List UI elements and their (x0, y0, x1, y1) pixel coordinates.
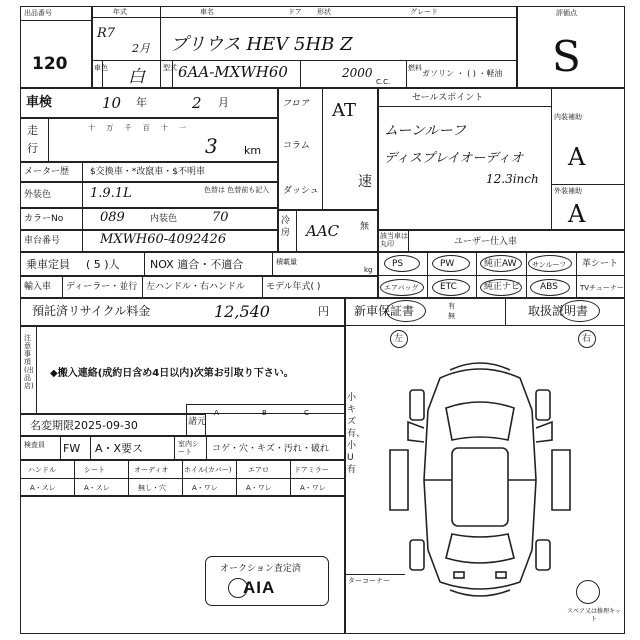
ac-label: 冷房 (281, 216, 291, 238)
lot-box (20, 6, 92, 88)
exterior-label: 外装色 (24, 190, 52, 200)
import-model-year: モデル年式( ) (266, 282, 321, 292)
shaken-row (20, 88, 278, 118)
grade-box-label: 評価点 (556, 9, 577, 17)
import-label: 輸入車 (24, 282, 52, 292)
score-exterior-label: 外装補助 (554, 187, 582, 195)
recycle-value: 12,540 (214, 302, 270, 321)
detail-label-audio: オーディオ (134, 466, 169, 474)
repair-label: 諸元 (188, 417, 207, 427)
door-label: ドア (288, 8, 302, 16)
shift-dash: ダッシュ (283, 186, 319, 196)
stamp-line2: AIA (243, 578, 276, 597)
car-name-label: 車名 (200, 8, 214, 16)
shift-at: AT (332, 100, 357, 121)
repair-b: B (262, 409, 267, 417)
shift-floor: フロア (282, 99, 310, 109)
score-interior-label: 内装補助 (554, 113, 582, 121)
spare-label: スペア又は修理キット (567, 608, 621, 623)
chassis-value: MXWH60-4092426 (100, 232, 227, 247)
capacity-nox: NOX 適合・不適合 (150, 258, 244, 271)
grade-label: グレード (410, 8, 438, 16)
equip-airbag: エアバッグ (384, 284, 419, 292)
mileage-digits: 十 万 千 百 十 一 (88, 124, 187, 132)
equip-tv: TVチューナー (580, 284, 624, 292)
ac-value: AAC (306, 222, 340, 240)
chassis-label: 車台番号 (24, 236, 61, 246)
corner-label: ターコーナー (348, 577, 390, 585)
meter-label: メーター歴 (24, 167, 70, 177)
interior-color-label: 内装色 (150, 214, 178, 224)
import-handle: 左ハンドル・右ハンドル (146, 282, 246, 292)
shaken-month: 2 (192, 94, 202, 112)
shaken-month-unit: 月 (218, 96, 229, 109)
fuel-label: 燃料 (408, 64, 422, 72)
equip-pw: PW (440, 259, 455, 269)
notes-warning: ◆搬入連絡(成約日含め4日以内)次第お引取り下さい。 (50, 368, 294, 379)
year-value: R7 (97, 26, 116, 41)
meter-value: $交換車・*改竄車・$不明車 (90, 167, 205, 177)
equip-sunroof: サンルーフ (532, 261, 567, 269)
left-label: 左 (394, 334, 404, 344)
repair-a: A (214, 409, 219, 417)
exterior-value: 1.9.1L (90, 186, 132, 201)
detail-value-mirror: A・ワレ (300, 484, 326, 492)
grade-box-value: S (552, 32, 581, 81)
equip-abs: ABS (540, 282, 558, 292)
shift-column: コラム (283, 141, 310, 151)
mileage-label1: 走 (27, 124, 38, 137)
recycle-label: 預託済リサイクル料金 (32, 304, 151, 318)
exterior-note: 色替は 色替前も記入 (204, 186, 270, 194)
car-value: プリウス HEV 5HB Z (170, 34, 353, 55)
rename-deadline: 名変期限2025-09-30 (30, 419, 138, 432)
fuel-value: ガソリン ・ ( ) ・軽油 (422, 69, 503, 78)
shift-speed: 速 (358, 174, 372, 190)
warranty-circle1: 有 (448, 302, 455, 310)
shape-label: 形状 (317, 8, 331, 16)
colorno-label: カラーNo (24, 214, 64, 224)
sales-line2: ディスプレイオーディオ (384, 151, 524, 166)
sales-point-label: セールスポイント (412, 93, 484, 103)
side-note: 小キズ有、小U有 (347, 393, 366, 475)
detail-label-mirror: ドアミラー (294, 466, 329, 474)
type-value: 6AA-MXWH60 (178, 63, 288, 81)
color-value: 白 (128, 67, 145, 87)
detail-value-aero: A・ワレ (246, 484, 272, 492)
equip-ps: PS (392, 259, 404, 269)
inspection-interior-value: コゲ・穴・キズ・汚れ・破れ (212, 444, 329, 454)
weight-unit: kg (364, 266, 373, 274)
user-purchase-note: 該当車は丸印 (380, 232, 408, 248)
equip-navi: 純正ナビ (484, 282, 521, 292)
detail-label-aero: エアロ (248, 466, 269, 474)
lot-number: 120 (32, 54, 68, 74)
import-value: ディーラー・並行 (66, 282, 138, 292)
lot-label: 出品番号 (24, 9, 52, 17)
equip-etc: ETC (440, 282, 457, 292)
sales-line3: 12.3inch (486, 172, 539, 186)
capacity-value: ( 5 )人 (86, 258, 120, 271)
weight-label: 積載量 (276, 258, 297, 266)
shaken-year: 10 (102, 94, 122, 112)
manual-label: 取扱説明書 (528, 304, 589, 318)
month-value: 2月 (132, 42, 150, 55)
mileage-value: 3 (205, 134, 218, 158)
shaken-year-unit: 年 (136, 96, 147, 109)
mileage-unit: km (244, 144, 262, 157)
colorno-value: 089 (100, 210, 125, 225)
inspection-interior-label: 室内シート (178, 440, 199, 456)
recycle-unit: 円 (318, 305, 329, 318)
inspection-fw: FW (63, 442, 81, 455)
cc-unit: C.C. (376, 78, 391, 86)
detail-value-wheel: A・ワレ (192, 484, 218, 492)
warranty-circle2: 無 (448, 312, 455, 320)
score-exterior: A (568, 200, 586, 228)
year-label: 年式 (113, 8, 127, 16)
type-label: 型式 (163, 64, 177, 72)
warranty-label: 新車保証書 (354, 304, 415, 318)
sales-line1: ムーンルーフ (384, 123, 466, 139)
score-interior: A (568, 143, 586, 171)
detail-value-audio: 無し・穴 (138, 484, 166, 492)
mileage-label2: 行 (27, 142, 38, 155)
detail-value-seat: A・スレ (84, 484, 110, 492)
color-label: 車色 (94, 64, 108, 72)
inspection-ax: A・X要ス (95, 442, 144, 455)
detail-label-seat: シート (84, 466, 105, 474)
equip-aw: 純正AW (484, 259, 517, 269)
detail-value-handle: A・スレ (30, 484, 56, 492)
user-purchase-label: ユーザー仕入車 (454, 237, 518, 247)
shaken-label: 車検 (26, 95, 53, 110)
car-diagram (380, 350, 580, 600)
inspection-label: 検査員 (24, 441, 45, 449)
equip-leather: 革シート (582, 259, 619, 269)
notes-label: 注意事項(出品店) (24, 334, 34, 390)
cc-value: 2000 (342, 66, 373, 80)
right-label: 右 (582, 334, 592, 344)
spare-tire-icon (576, 580, 600, 604)
stamp-line1: オークション査定済 (220, 564, 301, 574)
ac-none: 無 (360, 222, 370, 232)
detail-label-handle: ハンドル (28, 466, 56, 474)
capacity-label: 乗車定員 (26, 258, 70, 271)
repair-c: C (304, 409, 309, 417)
detail-label-wheel: ホイル(カバー) (184, 466, 232, 474)
interior-color-value: 70 (212, 210, 229, 225)
